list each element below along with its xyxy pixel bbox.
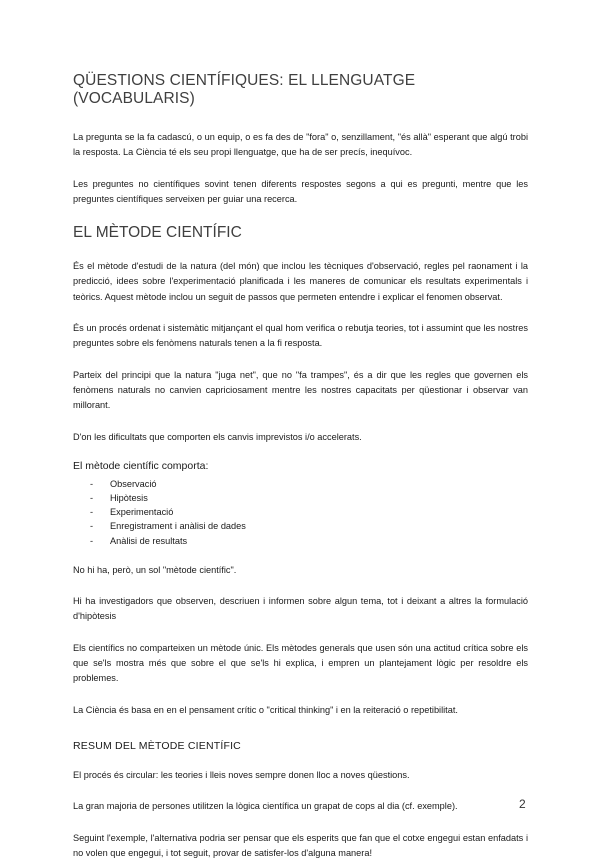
paragraph-method-definition: És el mètode d'estudi de la natura (del món) que inclou les tècniques d'observació, regles pel raonament i la predicció, idees sobre l'experimentació planificada i les maneres de comunicar els resultats experimentals i teòrics. Aquest mètode inclou un seguit de passos que permeten entendre i explicar el fenomen observat. [73, 261, 528, 302]
paragraph-example-alternative: Seguint l'exemple, l'alternativa podria ser pensar que els esperits que fan que el cotxe engegui estan enfadats i no volen que engegui, i tot seguit, provar de satisfer-los d'alguna manera! [73, 832, 528, 858]
paragraph-critical-thinking: La Ciència és basa en en el pensament crític o "critical thinking" i en la reiteració o repetibilitat. [73, 704, 458, 715]
heading-method-summary: RESUM DEL MÈTODE CIENTÍFIC [73, 739, 241, 752]
list-item: - Enregistrament i anàlisi de dades [90, 519, 528, 533]
paragraph-ordered-process: És un procés ordenat i sistemàtic mitjançant el qual hom verifica o rebutja teories, tot i assumint que les nostres preguntes sobre els fenòmens naturals tenen a la fi resposta. [73, 323, 528, 349]
method-steps-list [73, 477, 528, 548]
list-item: - Hipòtesis [90, 491, 528, 505]
page-number: 2 [519, 797, 526, 811]
paragraph-difficulties: D'on les dificultats que comporten els canvis imprevistos i/o accelerats. [73, 431, 362, 442]
paragraph-question: La pregunta se la fa cadascú, o un equip, o es fa des de "fora" o, senzillament, "és allà" esperant que algú trobi la resposta. La Ciència té els seu propi llenguatge, que ha de ser precís, inequívoc. [73, 132, 528, 158]
paragraph-critical-attitude: Els científics no comparteixen un mètode únic. Els mètodes generals que usen són una actitud crítica sobre els que se'ls mostra més que sobre el que se'ls hi explica, i empren un plantejament lògic per resoldre els problemes. [73, 642, 528, 684]
list-item: - Anàlisi de resultats [90, 534, 528, 548]
heading-scientific-method: EL MÈTODE CIENTÍFIC [73, 224, 242, 242]
paragraph-circular-process: El procés és circular: les teories i lleis noves sempre donen lloc a noves qüestions. [73, 769, 410, 780]
paragraph-researchers: Hi ha investigadors que observen, descriuen i informen sobre algun tema, tot i deixant a altres la formulació d'hipòtesis [73, 596, 528, 622]
heading-scientific-questions: QÜESTIONS CIENTÍFIQUES: EL LLENGUATGE (VOCABULARIS) [73, 72, 416, 107]
paragraph-everyday-logic: La gran majoria de persones utilitzen la lògica científica un grapat de cops al dia (cf. exemple). [73, 801, 458, 812]
list-item: - Observació [90, 477, 528, 491]
page-content [73, 72, 528, 861]
paragraph-non-scientific: Les preguntes no científiques sovint tenen diferents respostes segons a qui es pregunti, mentre que les preguntes científiques serveixen per guiar una recerca. [73, 178, 528, 204]
list-item: - Experimentació [90, 505, 528, 519]
list-intro: El mètode científic comporta: [73, 459, 209, 472]
paragraph-no-single-method: No hi ha, però, un sol "mètode científic". [73, 564, 237, 575]
paragraph-nature-plays-fair: Parteix del principi que la natura "juga net", que no "fa trampes", és a dir que les regles que governen els fenòmens naturals no canvien capriciosament mentre les nostres capacitats per qüestionar i observar van millorant. [73, 369, 528, 411]
